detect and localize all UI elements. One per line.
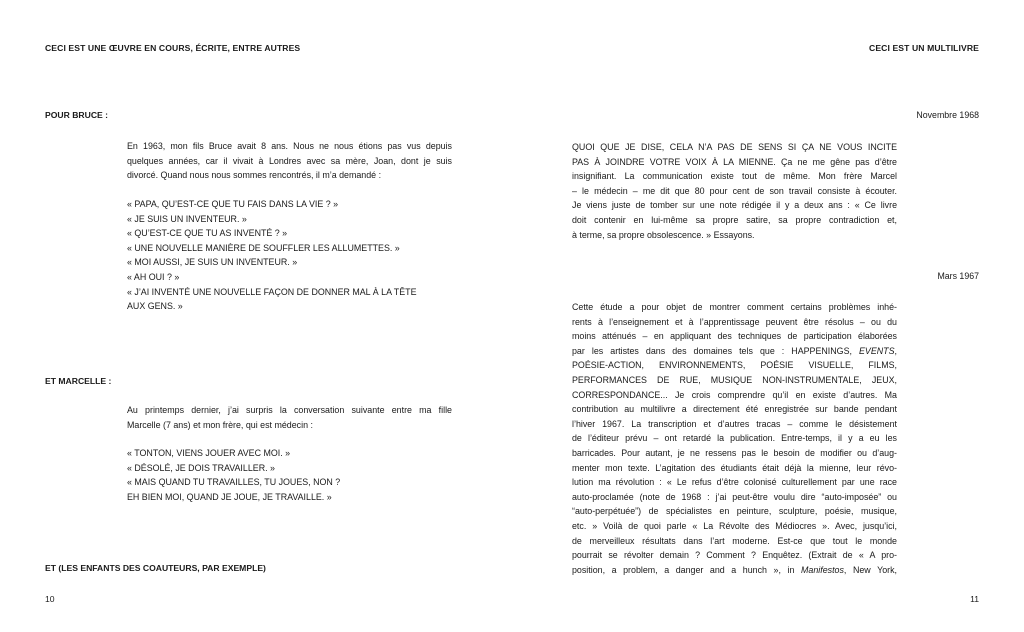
text-line: Je viens juste de tomber sur une note rédigée il y a deux ans : « Ce livre (572, 200, 897, 211)
text-fragment: position, a problem, a danger and a hunch », in (572, 564, 801, 575)
dialogue-line: « PAPA, QU’EST-CE QUE TU FAIS DANS LA VIE ? » (127, 199, 339, 209)
text-line: divorcé. Quand nous nous sommes rencontrés, il m’a demandé : (127, 170, 382, 181)
page-number-left: 10 (45, 594, 55, 604)
entry-date-mar-1967: Mars 1967 (937, 271, 979, 281)
dialogue-line: « JE SUIS UN INVENTEUR. » (127, 213, 247, 224)
text-line: POÉSIE-ACTION, ENVIRONNEMENTS, POÉSIE VISUELLE, FILMS, (572, 360, 897, 371)
text-fragment: , (894, 345, 897, 356)
section-heading-children: ET (LES ENFANTS DES COAUTEURS, PAR EXEMPLE) (45, 563, 266, 573)
text-line: PAS À JOINDRE VOTRE VOIX À LA MIENNE. Ça ne me gêne pas d’être (572, 156, 897, 167)
text-line: barricades. Pour autant, je ne ressens pas le besoin de modifier ou d’aug- (572, 447, 897, 458)
text-line: PERFORMANCES DE RUE, MUSIQUE NON-INSTRUMENTALE, JEUX, (572, 374, 897, 385)
marcelle-intro (127, 403, 452, 432)
text-line: QUOI QUE JE DISE, CELA N’A PAS DE SENS SI ÇA NE VOUS INCITE (572, 142, 897, 152)
text-line (572, 563, 897, 578)
text-line: En 1963, mon fils Bruce avait 8 ans. Nous ne nous étions pas vus depuis (127, 141, 452, 151)
text-line (572, 344, 897, 359)
text-line: lution ma révolution : « Le refus d’être colonisé culturellement par une race (572, 477, 897, 488)
text-line: doit contenir en lui-même sa propre satire, sa propre contradiction et, (572, 214, 897, 225)
text-line: contribution au multilivre a directement été enregistrée sur bande pendant (572, 404, 897, 415)
text-line: auto-proclamée (note de 1968 : j’ai peut-être voulu dire “auto-imposée” ou (572, 491, 897, 502)
dialogue-line: « MAIS QUAND TU TRAVAILLES, TU JOUES, NON ? (127, 477, 341, 488)
text-line: etc. » Voilà de quoi parle « La Révolte des Médiocres ». Avec, jusqu’ici, (572, 520, 897, 531)
section-heading-bruce: POUR BRUCE : (45, 110, 109, 120)
text-line: insignifiant. La communication existe tout de même. Mon frère Marcel (572, 171, 897, 182)
dialogue-line: « MOI AUSSI, JE SUIS UN INVENTEUR. » (127, 257, 298, 268)
dialogue-line: EH BIEN MOI, QUAND JE JOUE, JE TRAVAILLE. » (127, 491, 332, 502)
entry-nov-1968-text (572, 140, 897, 242)
italic-term: EVENTS (859, 345, 895, 356)
text-line: – le médecin – me dit que 80 pour cent de son travail consiste à écouter. (572, 185, 897, 196)
text-fragment: par les artistes dans des domaines tels que : HAPPENINGS, (572, 345, 860, 356)
text-line: moins atténués – en appliquant des techniques de participation élaborées (572, 331, 897, 342)
dialogue-line: AUX GENS. » (127, 301, 183, 312)
entry-date-nov-1968: Novembre 1968 (916, 110, 979, 120)
text-line: l’hiver 1967. La transcription et d’autres tracas – comme le désistement (572, 418, 897, 429)
entry-mar-1967-text (572, 300, 897, 577)
dialogue-line: « QU’EST-CE QUE TU AS INVENTÉ ? » (127, 228, 288, 239)
dialogue-line: « AH OUI ? » (127, 271, 180, 282)
text-line: Cette étude a pour objet de montrer comment certains problèmes inhé- (572, 302, 897, 312)
dialogue-line: « UNE NOUVELLE MANIÈRE DE SOUFFLER LES ALLUMETTES. » (127, 242, 400, 253)
text-line: “auto-perpétuée”) de spécialistes en peinture, sculpture, poésie, musique, (572, 506, 897, 517)
text-line: menter mon texte. L’agitation des étudiants était déjà la mienne, leur révo- (572, 462, 897, 473)
text-line: pourrait se révolter demain ? Comment ? Enquêtez. (Extrait de « A pro- (572, 550, 897, 561)
italic-title: Manifestos (801, 564, 844, 575)
dialogue-line: « J’AI INVENTÉ UNE NOUVELLE FAÇON DE DONNER MAL À LA TÊTE (127, 286, 417, 297)
text-line: à terme, sa propre obsolescence. » Essayons. (572, 229, 755, 240)
page-number-right: 11 (970, 594, 979, 604)
running-head-left: CECI EST UNE ŒUVRE EN COURS, ÉCRITE, ENTRE AUTRES (45, 43, 301, 53)
text-line: Marcelle (7 ans) et mon frère, qui est médecin : (127, 419, 313, 430)
text-line: CORRESPONDANCE... Je crois comprendre qu’il en existe d’autres. Ma (572, 389, 897, 400)
bruce-intro (127, 139, 452, 183)
dialogue-line: « TONTON, VIENS JOUER AVEC MOI. » (127, 448, 291, 458)
marcelle-dialogue (127, 446, 457, 504)
text-line: rents à l’enseignement et à l’apprentissage peuvent être résolus – ou du (572, 316, 897, 327)
dialogue-line: « DÉSOLÉ, JE DOIS TRAVAILLER. » (127, 462, 275, 473)
running-head-right: CECI EST UN MULTILIVRE (869, 43, 979, 53)
text-line: de merveilleux résultats dans l’art moderne. Est-ce que tout le monde (572, 535, 897, 546)
section-heading-marcelle: ET MARCELLE : (45, 376, 112, 386)
text-fragment: , New York, (843, 564, 898, 575)
bruce-dialogue (127, 197, 457, 314)
text-line: de l’éditeur prévu – ont retardé la publication. Entre-temps, il y a eu les (572, 433, 897, 444)
text-line: quelques années, car il vivait à Londres avec sa mère, Joan, dont je suis (127, 155, 452, 166)
text-line: Au printemps dernier, j’ai surpris la conversation suivante entre ma fille (127, 405, 452, 415)
